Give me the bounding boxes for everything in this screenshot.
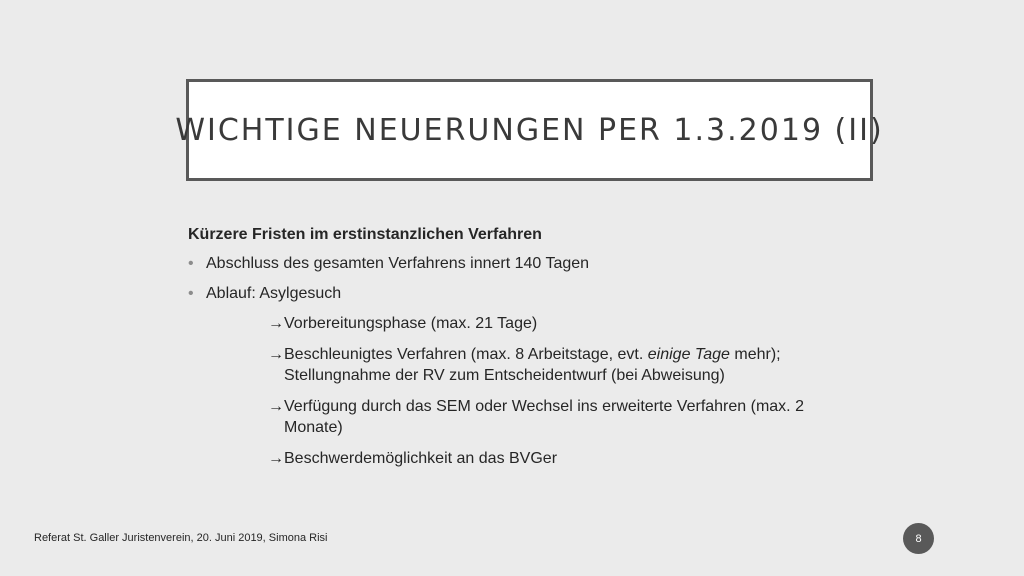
arrow-right-icon: → — [268, 315, 284, 332]
step-text-part: Verfügung durch das SEM oder Wechsel ins erweiterte Verfahren (max. 2 — [284, 398, 804, 415]
bullet-icon: • — [188, 255, 194, 272]
step-text — [284, 396, 848, 438]
arrow-right-icon: → — [268, 346, 284, 363]
step-text-part: Beschleunigtes Verfahren (max. 8 Arbeitstage, evt. — [284, 346, 648, 363]
step-text: Beschwerdemöglichkeit an das BVGer — [284, 450, 558, 467]
step-text — [284, 344, 848, 386]
step-item — [188, 313, 848, 334]
bullet-item — [188, 283, 848, 304]
step-text-part: mehr); — [729, 346, 781, 363]
step-item — [188, 396, 848, 438]
step-text: Vorbereitungsphase (max. 21 Tage) — [284, 315, 538, 332]
arrow-right-icon: → — [268, 450, 284, 467]
footer-text: Referat St. Galler Juristenverein, 20. Juni 2019, Simona Risi — [34, 532, 328, 544]
step-text-continuation: Stellungnahme der RV zum Entscheidentwurf (bei Abweisung) — [284, 367, 725, 384]
slide-title: WICHTIGE NEUERUNGEN PER 1.3.2019 (II) — [175, 112, 884, 148]
slide-content — [188, 224, 848, 479]
title-box — [175, 79, 884, 181]
step-text-continuation: Monate) — [284, 419, 343, 436]
page-number-badge: 8 — [903, 523, 934, 554]
arrow-right-icon: → — [268, 398, 284, 415]
section-heading: Kürzere Fristen im erstinstanzlichen Verfahren — [188, 226, 542, 243]
bullet-icon: • — [188, 285, 194, 302]
step-item — [188, 448, 848, 469]
bullet-text: Abschluss des gesamten Verfahrens innert 140 Tagen — [206, 255, 590, 272]
step-text-italic: einige Tage — [647, 346, 730, 363]
bullet-text: Ablauf: Asylgesuch — [206, 285, 342, 302]
bullet-item — [188, 253, 848, 274]
step-item — [188, 344, 848, 386]
